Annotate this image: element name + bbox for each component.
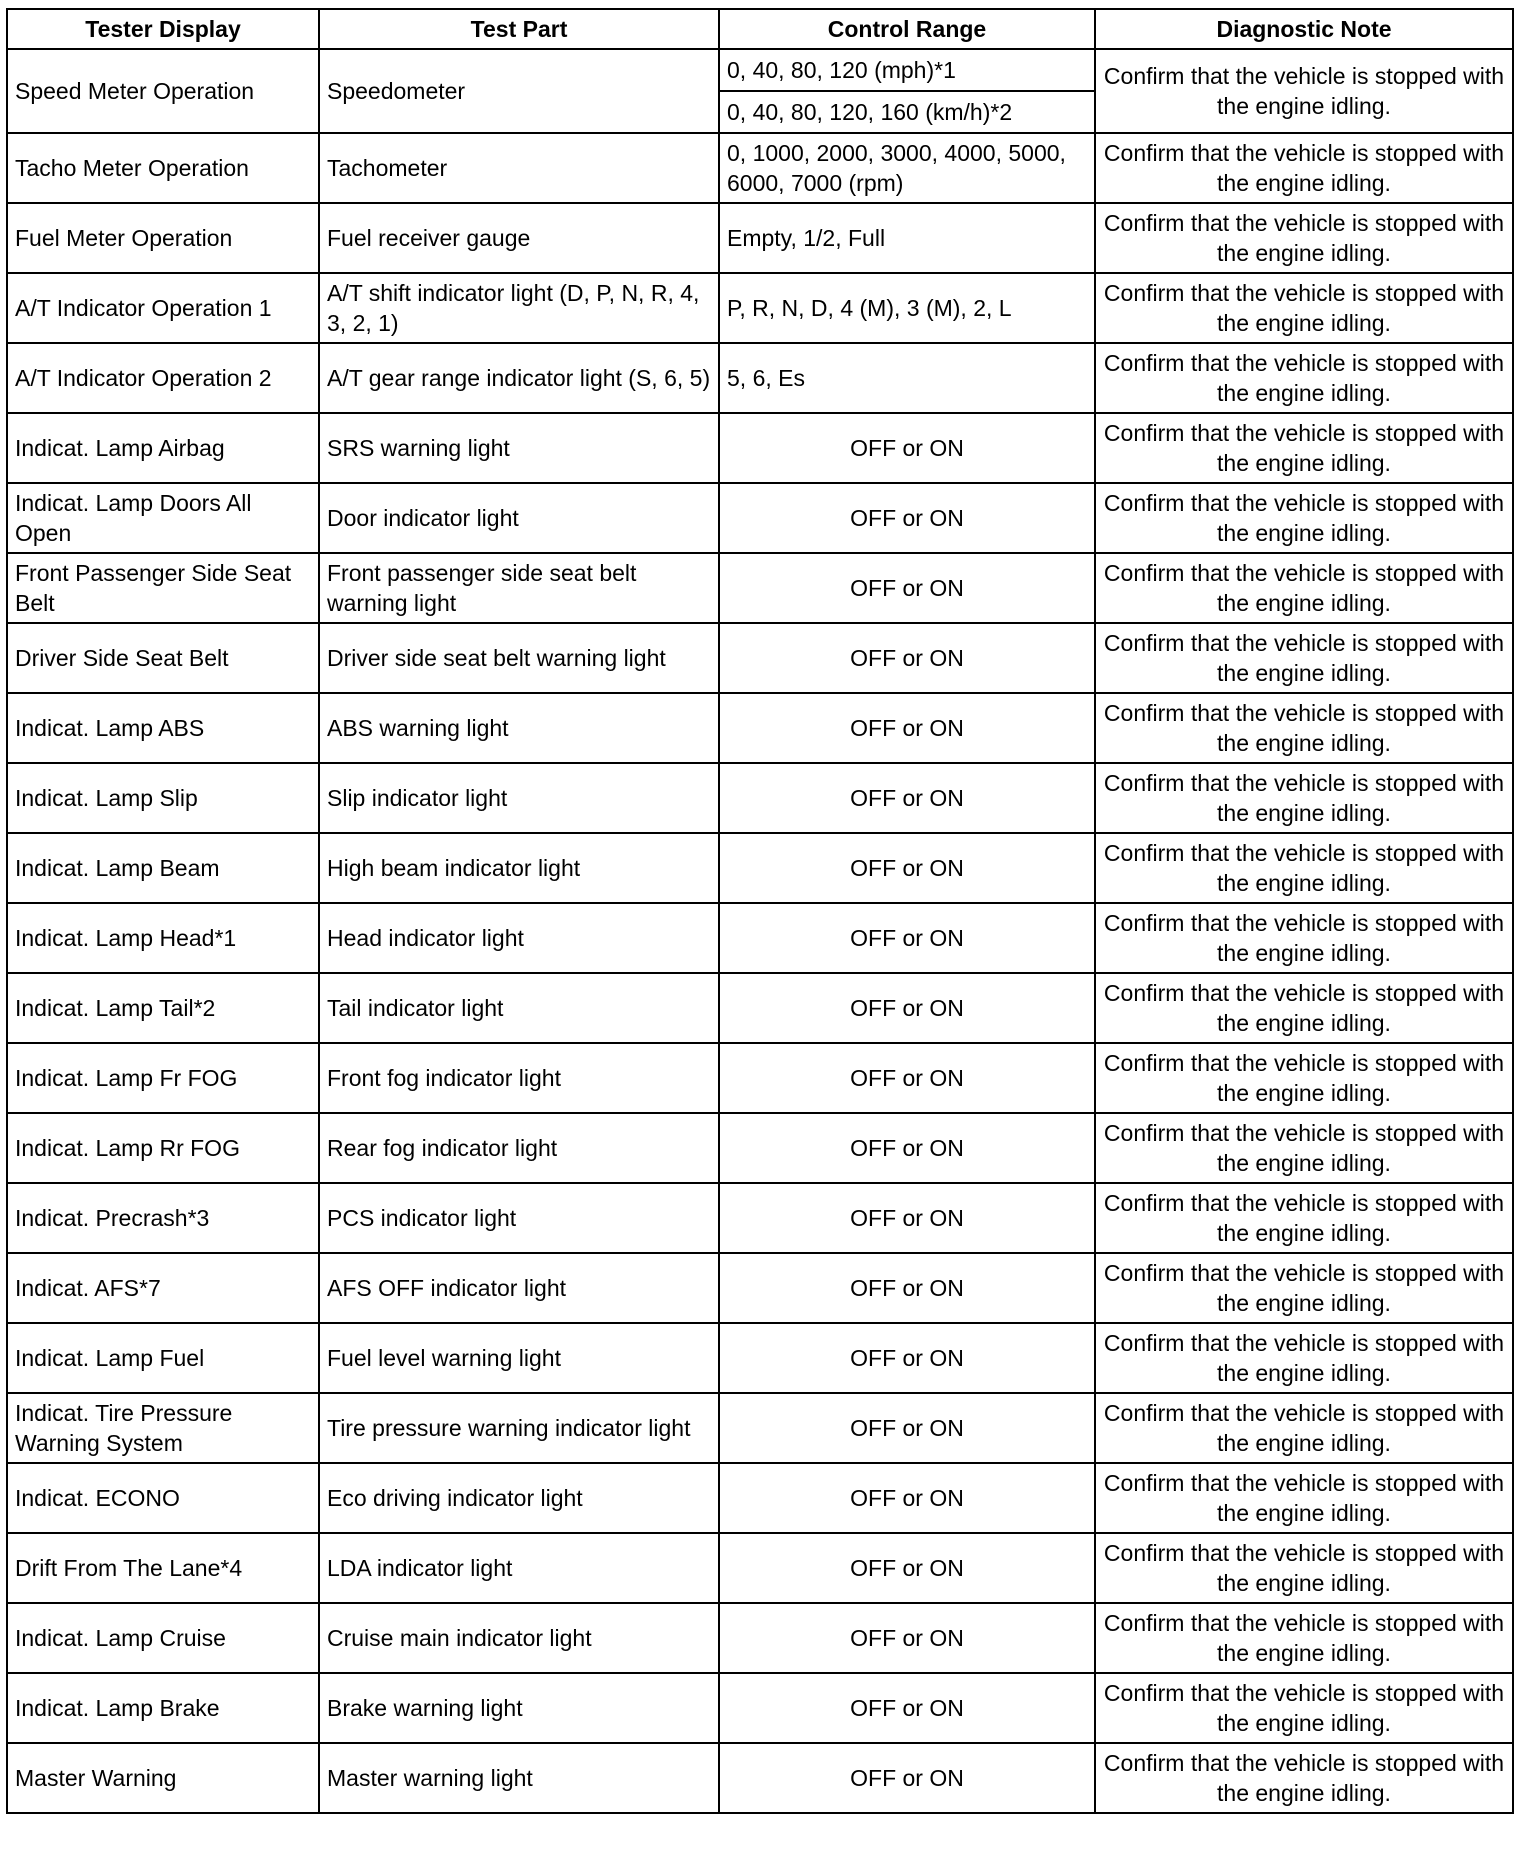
control-range-cell: OFF or ON: [719, 1253, 1095, 1323]
test-part-cell: Tire pressure warning indicator light: [319, 1393, 719, 1463]
tester-display-cell: Speed Meter Operation: [7, 49, 319, 133]
tester-display-cell: Indicat. Lamp Tail*2: [7, 973, 319, 1043]
tester-display-cell: Indicat. AFS*7: [7, 1253, 319, 1323]
diagnostic-note-cell: Confirm that the vehicle is stopped with the engine idling.: [1095, 1533, 1513, 1603]
control-range-cell: OFF or ON: [719, 833, 1095, 903]
diagnostic-note-cell: Confirm that the vehicle is stopped with the engine idling.: [1095, 1323, 1513, 1393]
test-part-cell: Front fog indicator light: [319, 1043, 719, 1113]
control-range-cell: OFF or ON: [719, 1463, 1095, 1533]
test-part-cell: Master warning light: [319, 1743, 719, 1813]
table-row: [7, 413, 1513, 483]
tester-display-cell: Indicat. Lamp Airbag: [7, 413, 319, 483]
diagnostic-note-cell: Confirm that the vehicle is stopped with the engine idling.: [1095, 1253, 1513, 1323]
tester-display-cell: Indicat. Lamp Slip: [7, 763, 319, 833]
test-part-cell: Eco driving indicator light: [319, 1463, 719, 1533]
tester-display-cell: Indicat. Lamp Brake: [7, 1673, 319, 1743]
table-row: [7, 133, 1513, 203]
header-row: [7, 9, 1513, 49]
test-part-cell: Speedometer: [319, 49, 719, 133]
diagnostic-note-cell: Confirm that the vehicle is stopped with the engine idling.: [1095, 483, 1513, 553]
header-control-range: Control Range: [719, 9, 1095, 49]
header-test-part: Test Part: [319, 9, 719, 49]
table-row: [7, 1043, 1513, 1113]
tester-display-cell: Driver Side Seat Belt: [7, 623, 319, 693]
diagnostic-note-cell: Confirm that the vehicle is stopped with the engine idling.: [1095, 343, 1513, 413]
control-range-cell: OFF or ON: [719, 1043, 1095, 1113]
diagnostic-note-cell: Confirm that the vehicle is stopped with the engine idling.: [1095, 1113, 1513, 1183]
table-row: [7, 343, 1513, 413]
diagnostic-note-cell: Confirm that the vehicle is stopped with the engine idling.: [1095, 1393, 1513, 1463]
table-row: [7, 49, 1513, 91]
diagnostic-note-cell: Confirm that the vehicle is stopped with the engine idling.: [1095, 273, 1513, 343]
header-diagnostic-note: Diagnostic Note: [1095, 9, 1513, 49]
table-row: [7, 763, 1513, 833]
diagnostic-note-cell: Confirm that the vehicle is stopped with the engine idling.: [1095, 973, 1513, 1043]
tester-display-cell: Indicat. Lamp Doors All Open: [7, 483, 319, 553]
control-range-cell: OFF or ON: [719, 483, 1095, 553]
tester-display-cell: A/T Indicator Operation 1: [7, 273, 319, 343]
diagnostic-note-cell: Confirm that the vehicle is stopped with the engine idling.: [1095, 763, 1513, 833]
control-range-cell: 0, 1000, 2000, 3000, 4000, 5000, 6000, 7000 (rpm): [719, 133, 1095, 203]
control-range-cell: OFF or ON: [719, 1113, 1095, 1183]
table-row: [7, 1533, 1513, 1603]
control-range-cell: OFF or ON: [719, 1673, 1095, 1743]
table-row: [7, 483, 1513, 553]
diagnostic-note-cell: Confirm that the vehicle is stopped with the engine idling.: [1095, 623, 1513, 693]
diagnostic-note-cell: Confirm that the vehicle is stopped with the engine idling.: [1095, 1743, 1513, 1813]
tester-display-cell: Front Passenger Side Seat Belt: [7, 553, 319, 623]
tester-display-cell: Fuel Meter Operation: [7, 203, 319, 273]
table-row: [7, 1323, 1513, 1393]
test-part-cell: High beam indicator light: [319, 833, 719, 903]
diagnostic-note-cell: Confirm that the vehicle is stopped with the engine idling.: [1095, 553, 1513, 623]
test-part-cell: Door indicator light: [319, 483, 719, 553]
test-part-cell: LDA indicator light: [319, 1533, 719, 1603]
control-range-cell: OFF or ON: [719, 903, 1095, 973]
tester-display-cell: Indicat. Lamp Cruise: [7, 1603, 319, 1673]
tester-display-cell: Tacho Meter Operation: [7, 133, 319, 203]
control-range-cell: OFF or ON: [719, 623, 1095, 693]
diagnostic-note-cell: Confirm that the vehicle is stopped with the engine idling.: [1095, 1673, 1513, 1743]
test-part-cell: Slip indicator light: [319, 763, 719, 833]
control-range-cell: OFF or ON: [719, 973, 1095, 1043]
control-range-cell: OFF or ON: [719, 1323, 1095, 1393]
test-part-cell: Head indicator light: [319, 903, 719, 973]
diagnostic-note-cell: Confirm that the vehicle is stopped with the engine idling.: [1095, 1043, 1513, 1113]
tester-display-cell: Indicat. Lamp Beam: [7, 833, 319, 903]
table-row: [7, 1113, 1513, 1183]
test-part-cell: Tail indicator light: [319, 973, 719, 1043]
diagnostic-note-cell: Confirm that the vehicle is stopped with the engine idling.: [1095, 49, 1513, 133]
control-range-cell: OFF or ON: [719, 1393, 1095, 1463]
diagnostic-note-cell: Confirm that the vehicle is stopped with the engine idling.: [1095, 1463, 1513, 1533]
control-range-cell: OFF or ON: [719, 693, 1095, 763]
table-row: [7, 1393, 1513, 1463]
control-range-cell: Empty, 1/2, Full: [719, 203, 1095, 273]
table-row: [7, 553, 1513, 623]
table-row: [7, 1183, 1513, 1253]
test-part-cell: Rear fog indicator light: [319, 1113, 719, 1183]
test-part-cell: SRS warning light: [319, 413, 719, 483]
tester-display-cell: A/T Indicator Operation 2: [7, 343, 319, 413]
test-part-cell: A/T gear range indicator light (S, 6, 5): [319, 343, 719, 413]
diagnostic-note-cell: Confirm that the vehicle is stopped with the engine idling.: [1095, 1603, 1513, 1673]
tester-display-cell: Indicat. Lamp Fr FOG: [7, 1043, 319, 1113]
table-row: [7, 903, 1513, 973]
test-part-cell: Cruise main indicator light: [319, 1603, 719, 1673]
control-range-cell: 5, 6, Es: [719, 343, 1095, 413]
table-row: [7, 1463, 1513, 1533]
diagnostic-note-cell: Confirm that the vehicle is stopped with the engine idling.: [1095, 693, 1513, 763]
test-part-cell: PCS indicator light: [319, 1183, 719, 1253]
test-part-cell: Driver side seat belt warning light: [319, 623, 719, 693]
table-row: [7, 623, 1513, 693]
test-part-cell: A/T shift indicator light (D, P, N, R, 4, 3, 2, 1): [319, 273, 719, 343]
header-tester-display: Tester Display: [7, 9, 319, 49]
tester-display-cell: Master Warning: [7, 1743, 319, 1813]
tester-display-cell: Indicat. ECONO: [7, 1463, 319, 1533]
table-row: [7, 273, 1513, 343]
control-range-cell: OFF or ON: [719, 1603, 1095, 1673]
test-part-cell: ABS warning light: [319, 693, 719, 763]
diagnostic-note-cell: Confirm that the vehicle is stopped with the engine idling.: [1095, 133, 1513, 203]
test-part-cell: AFS OFF indicator light: [319, 1253, 719, 1323]
diagnostic-note-cell: Confirm that the vehicle is stopped with the engine idling.: [1095, 833, 1513, 903]
active-test-table: [6, 8, 1514, 1814]
control-range-cell: 0, 40, 80, 120 (mph)*1: [719, 49, 1095, 91]
tester-display-cell: Indicat. Lamp Rr FOG: [7, 1113, 319, 1183]
table-row: [7, 973, 1513, 1043]
table-row: [7, 1743, 1513, 1813]
table-row: [7, 693, 1513, 763]
diagnostic-note-cell: Confirm that the vehicle is stopped with the engine idling.: [1095, 203, 1513, 273]
test-part-cell: Brake warning light: [319, 1673, 719, 1743]
table-row: [7, 1253, 1513, 1323]
diagnostic-note-cell: Confirm that the vehicle is stopped with the engine idling.: [1095, 413, 1513, 483]
control-range-cell: P, R, N, D, 4 (M), 3 (M), 2, L: [719, 273, 1095, 343]
control-range-cell: OFF or ON: [719, 413, 1095, 483]
control-range-cell: OFF or ON: [719, 1533, 1095, 1603]
test-part-cell: Tachometer: [319, 133, 719, 203]
test-part-cell: Fuel level warning light: [319, 1323, 719, 1393]
tester-display-cell: Indicat. Lamp ABS: [7, 693, 319, 763]
table-row: [7, 833, 1513, 903]
tester-display-cell: Indicat. Lamp Head*1: [7, 903, 319, 973]
tester-display-cell: Indicat. Precrash*3: [7, 1183, 319, 1253]
tester-display-cell: Indicat. Lamp Fuel: [7, 1323, 319, 1393]
table-row: [7, 1603, 1513, 1673]
control-range-cell: OFF or ON: [719, 553, 1095, 623]
tester-display-cell: Indicat. Tire Pressure Warning System: [7, 1393, 319, 1463]
control-range-cell: OFF or ON: [719, 1183, 1095, 1253]
diagnostic-note-cell: Confirm that the vehicle is stopped with the engine idling.: [1095, 903, 1513, 973]
diagnostic-note-cell: Confirm that the vehicle is stopped with the engine idling.: [1095, 1183, 1513, 1253]
tester-display-cell: Drift From The Lane*4: [7, 1533, 319, 1603]
test-part-cell: Front passenger side seat belt warning light: [319, 553, 719, 623]
test-part-cell: Fuel receiver gauge: [319, 203, 719, 273]
control-range-cell: 0, 40, 80, 120, 160 (km/h)*2: [719, 91, 1095, 133]
table-row: [7, 1673, 1513, 1743]
table-row: [7, 203, 1513, 273]
control-range-cell: OFF or ON: [719, 763, 1095, 833]
control-range-cell: OFF or ON: [719, 1743, 1095, 1813]
